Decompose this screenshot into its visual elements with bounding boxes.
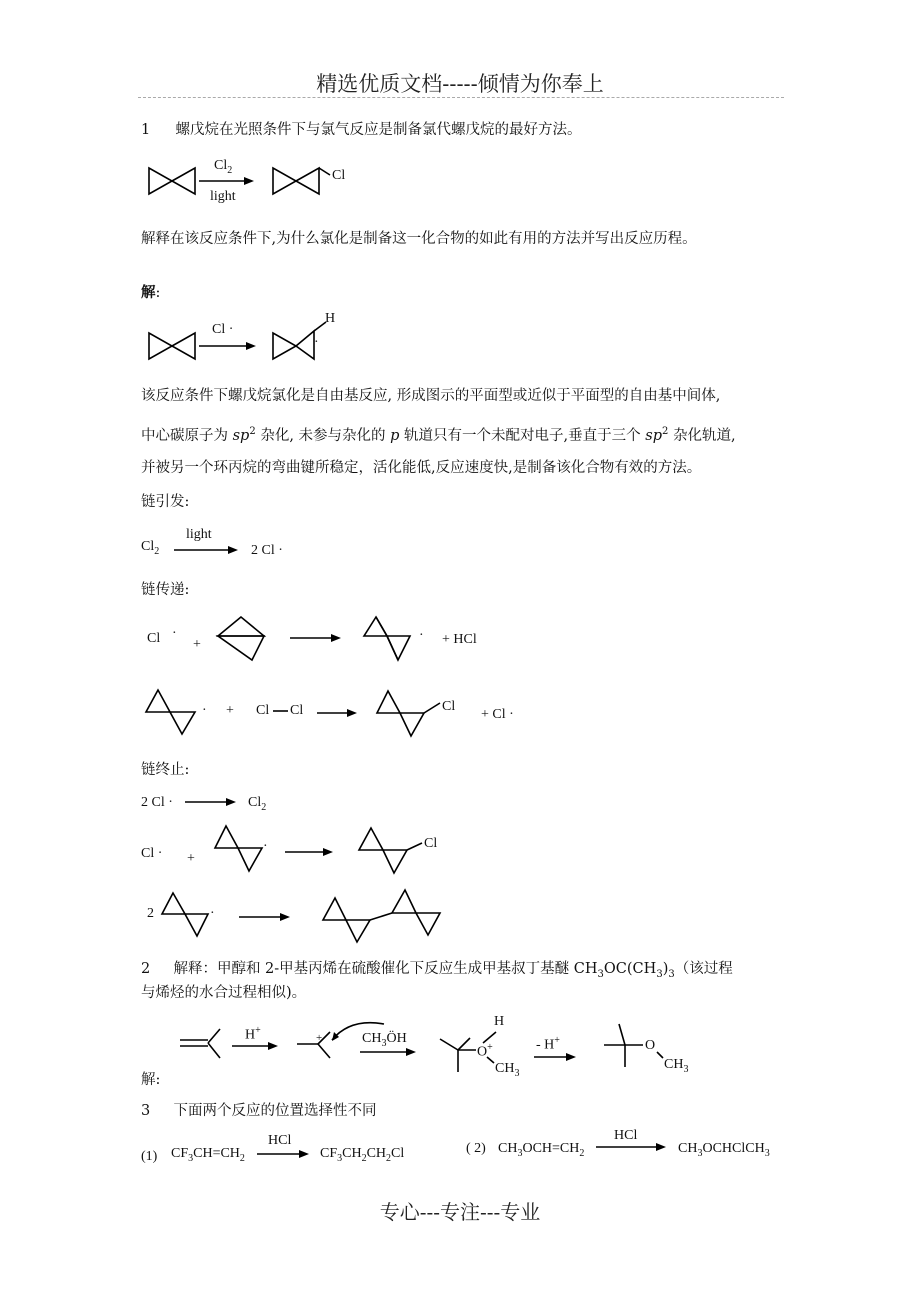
prop1-radical-dot: ·	[419, 628, 424, 643]
q2-cation-plus: +	[316, 1032, 323, 1044]
q1-question: 螺戊烷在光照条件下与氯气反应是制备氯代螺戊烷的最好方法。	[175, 122, 582, 138]
q3-text: 下面两个反应的位置选择性不同	[173, 1103, 377, 1119]
term3-radical-dot: ·	[210, 906, 215, 921]
chlorospiropentane-product	[273, 168, 330, 194]
q3-r2-reagent: HCl	[614, 1128, 638, 1143]
bi-spiropentyl-dimer	[323, 890, 440, 942]
term2-arrow	[285, 848, 333, 856]
term3-coefficient: 2	[147, 906, 154, 921]
q3-r2-arrow	[596, 1143, 666, 1151]
term3-arrow	[239, 913, 290, 921]
term2-radical-dot: ·	[263, 839, 268, 854]
term1-arrow	[185, 798, 236, 806]
q2-hplus: H+	[245, 1025, 261, 1043]
radical-h: H	[325, 311, 336, 326]
prop2-cl2: Cl	[290, 703, 304, 718]
tert-butyl-cation	[297, 1032, 330, 1058]
term1-right: $Cl_2$	[248, 795, 267, 813]
q2-methanol: $CH_3ÖH$	[362, 1031, 407, 1049]
q3-r2-reactant: $CH_3OCH=CH_2$	[498, 1141, 585, 1159]
q1-product-cl: Cl	[332, 168, 346, 183]
q3-r1-product: $CF_3CH_2CH_2Cl$	[320, 1146, 405, 1164]
prop2-plus: +	[226, 703, 234, 718]
q1-reagent: $Cl_2$	[214, 158, 233, 176]
reaction-arrow	[199, 342, 256, 350]
prop1-dot: ·	[172, 626, 177, 641]
page-header: 精选优质文档-----倾情为你奉上	[316, 72, 604, 96]
term2-plus: +	[187, 851, 195, 866]
q1-para-line3: 并被另一个环丙烷的弯曲键所稳定，活化能低,反应速度快,是制备该化合物有效的方法。	[141, 460, 702, 476]
q2-oxonium-o: O+	[477, 1042, 493, 1060]
q2-line1: 2 解释：甲醇和 2-甲基丙烯在硫酸催化下反应生成甲基叔丁基醚 $CH_3OC(CH_3)_3$（该过程	[141, 961, 733, 980]
termination-label: 链终止:	[141, 762, 190, 778]
q2-arrow3	[534, 1053, 576, 1061]
initiation-right: 2 Cl ·	[251, 543, 283, 558]
q3-r1-reagent: HCl	[268, 1133, 292, 1148]
spiropentane-reactant	[149, 168, 195, 194]
term2-cl: Cl ·	[141, 846, 163, 861]
q2-arrow2	[360, 1048, 416, 1056]
q2-answer-label: 解:	[141, 1072, 161, 1088]
prop2-cl-radical: + Cl ·	[481, 707, 514, 722]
prop1-arrow	[290, 634, 341, 642]
spiropentyl-radical-prop1	[364, 617, 410, 660]
term2-product-cl: Cl	[424, 836, 438, 851]
propagation-label: 链传递:	[141, 582, 190, 598]
prop1-cl: Cl	[147, 631, 161, 646]
spiropentyl-radical-prop2	[146, 690, 195, 734]
q3-r2-product: $CH_3OCHClCH_3$	[678, 1141, 770, 1159]
q3-r1-label: (1)	[141, 1149, 158, 1164]
spiropentyl-radical-term3	[162, 893, 208, 936]
q1-number: 1	[141, 122, 151, 138]
prop1-hcl: + HCl	[442, 632, 477, 647]
initiation-arrow	[174, 546, 238, 554]
spiropentane-prop1	[218, 617, 264, 660]
q2-number: 2	[141, 961, 151, 977]
chlorospiropentane-prop2	[377, 691, 440, 736]
q3-r2-label: ( 2)	[466, 1141, 486, 1156]
q2-ether-ch3: $CH_3$	[664, 1057, 689, 1075]
isobutylene	[180, 1029, 220, 1058]
q2-ether-o: O	[645, 1038, 656, 1053]
q2-minus-hplus: - H+	[536, 1035, 560, 1053]
chlorospiropentane-term2	[359, 828, 422, 873]
prop1-plus: +	[193, 637, 201, 652]
reaction-arrow	[199, 177, 254, 185]
radical-dot: ·	[314, 335, 319, 350]
q3-number: 3	[141, 1103, 151, 1119]
q2-line2: 与烯烃的水合过程相似)。	[141, 985, 307, 1001]
q3-line	[141, 1100, 376, 1122]
q1-answer-label: 解:	[141, 284, 161, 301]
q1-explain-prompt: 解释在该反应条件下,为什么氯化是制备这一化合物的如此有用的方法并写出反应历程。	[141, 231, 697, 247]
initiation-left: $Cl_2$	[141, 539, 160, 557]
spiropentane-radical-reactant	[149, 333, 195, 359]
spiropentyl-radical-term2	[215, 826, 262, 871]
term1-left: 2 Cl ·	[141, 795, 173, 810]
prop2-product-cl: Cl	[442, 699, 456, 714]
page-footer: 专心---专注---专业	[379, 1200, 541, 1224]
q3-r1-arrow	[257, 1150, 309, 1158]
q1-para-line2: 中心碳原子为 $sp^2$ 杂化, 未参与杂化的 p 轨道只有一个未配对电子,垂直于三个 $sp^2$ 杂化轨道,	[141, 426, 736, 444]
initiation-label: 链引发:	[141, 494, 190, 510]
radical-reagent: Cl ·	[212, 322, 234, 337]
prop2-radical-dot: ·	[202, 703, 207, 718]
q2-oxonium-ch3: $CH_3$	[495, 1061, 520, 1079]
q2-oxonium-h: H	[494, 1014, 505, 1029]
prop2-cl1: Cl	[256, 703, 270, 718]
q1-condition: light	[210, 189, 236, 204]
initiation-condition: light	[186, 527, 212, 542]
q1-para-line1: 该反应条件下螺戊烷氯化是自由基反应, 形成图示的平面型或近似于平面型的自由基中间体,	[141, 388, 721, 404]
prop2-arrow	[317, 709, 357, 717]
q3-r1-reactant: $CF_3CH=CH_2$	[171, 1146, 245, 1164]
